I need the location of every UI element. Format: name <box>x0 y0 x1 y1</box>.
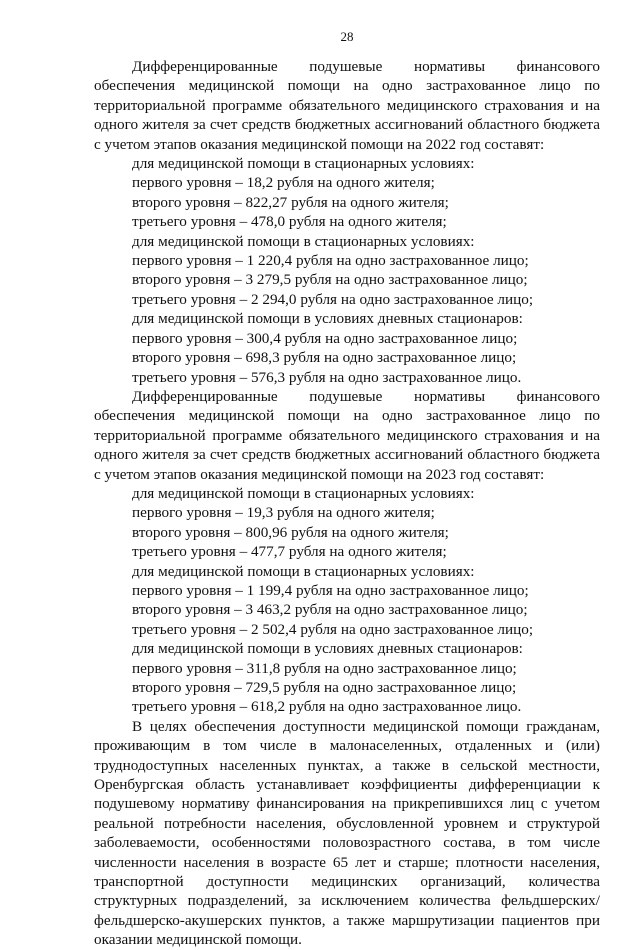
list-item: первого уровня – 311,8 рубля на одно застрахованное лицо; <box>132 659 517 677</box>
list-item: для медицинской помощи в стационарных условиях: <box>132 155 475 173</box>
page-number: 28 <box>340 29 354 44</box>
list-item: для медицинской помощи в условиях дневных стационаров: <box>132 640 523 658</box>
intro-paragraph-2023: Дифференцированные подушевые нормативы финансового обеспечения медицинской помощи на одно застрахованное лицо по территориальной программе обязательного медицинского страхования и на одного жителя за счет средств бюджетных ассигнований областного бюджета с учетом этапов оказания медицинской помощи на 2023 год составят: <box>94 387 600 483</box>
norms-list-2023 <box>94 484 600 717</box>
list-item: для медицинской помощи в стационарных условиях: <box>132 232 475 250</box>
list-item: второго уровня – 822,27 рубля на одного жителя; <box>132 193 449 211</box>
list-item: первого уровня – 300,4 рубля на одно застрахованное лицо; <box>132 329 518 347</box>
list-item: третьего уровня – 478,0 рубля на одного жителя; <box>132 213 447 231</box>
list-item: второго уровня – 3 463,2 рубля на одно застрахованное лицо; <box>132 601 528 619</box>
list-item: третьего уровня – 576,3 рубля на одно застрахованное лицо. <box>132 368 522 386</box>
intro-paragraph-2022: Дифференцированные подушевые нормативы финансового обеспечения медицинской помощи на одно застрахованное лицо по территориальной программе обязательного медицинского страхования и на одного жителя за счет средств бюджетных ассигнований областного бюджета с учетом этапов оказания медицинской помощи на 2022 год составят: <box>94 58 600 153</box>
list-item: третьего уровня – 618,2 рубля на одно застрахованное лицо. <box>132 698 522 716</box>
list-item: первого уровня – 1 220,4 рубля на одно застрахованное лицо; <box>132 252 529 270</box>
list-item: второго уровня – 698,3 рубля на одно застрахованное лицо; <box>132 349 517 367</box>
list-item: второго уровня – 3 279,5 рубля на одно застрахованное лицо; <box>132 271 528 289</box>
list-item: второго уровня – 729,5 рубля на одно застрахованное лицо; <box>132 679 517 696</box>
list-item: третьего уровня – 2 502,4 рубля на одно застрахованное лицо; <box>132 620 534 638</box>
list-item: первого уровня – 19,3 рубля на одного жителя; <box>132 504 435 522</box>
closing-paragraph: В целях обеспечения доступности медицинской помощи гражданам, проживающим в том числе в малонаселенных, отдаленных и (или) труднодоступных населенных пунктах, а также в сельской местности, Оренбургская область устанавливает коэффициенты дифференциации к подушевому нормативу финансирования на прикрепившихся лиц с учетом реальной потребности населения, обусловленной уровнем и структурой заболеваемости, особенностями половозрастного состава, в том числе численности населения в возрасте 65 лет и старше; плотности населения, транспортной доступности медицинских организаций, количества структурных подразделений, за исключением количества фельдшерских/фельдшерско-акушерских пунктов, а также маршрутизации пациентов при оказании медицинской помощи. <box>94 717 600 949</box>
list-item: для медицинской помощи в условиях дневных стационаров: <box>132 310 523 328</box>
list-item: для медицинской помощи в стационарных условиях: <box>132 562 475 580</box>
list-item: первого уровня – 1 199,4 рубля на одно застрахованное лицо; <box>132 581 529 599</box>
list-item: второго уровня – 800,96 рубля на одного жителя; <box>132 523 449 541</box>
list-item: для медицинской помощи в стационарных условиях: <box>132 484 475 502</box>
list-item: первого уровня – 18,2 рубля на одного жителя; <box>132 174 435 192</box>
list-item: третьего уровня – 2 294,0 рубля на одно застрахованное лицо; <box>132 290 534 308</box>
list-item: третьего уровня – 477,7 рубля на одного жителя; <box>132 543 447 561</box>
norms-list-2022 <box>94 154 600 387</box>
